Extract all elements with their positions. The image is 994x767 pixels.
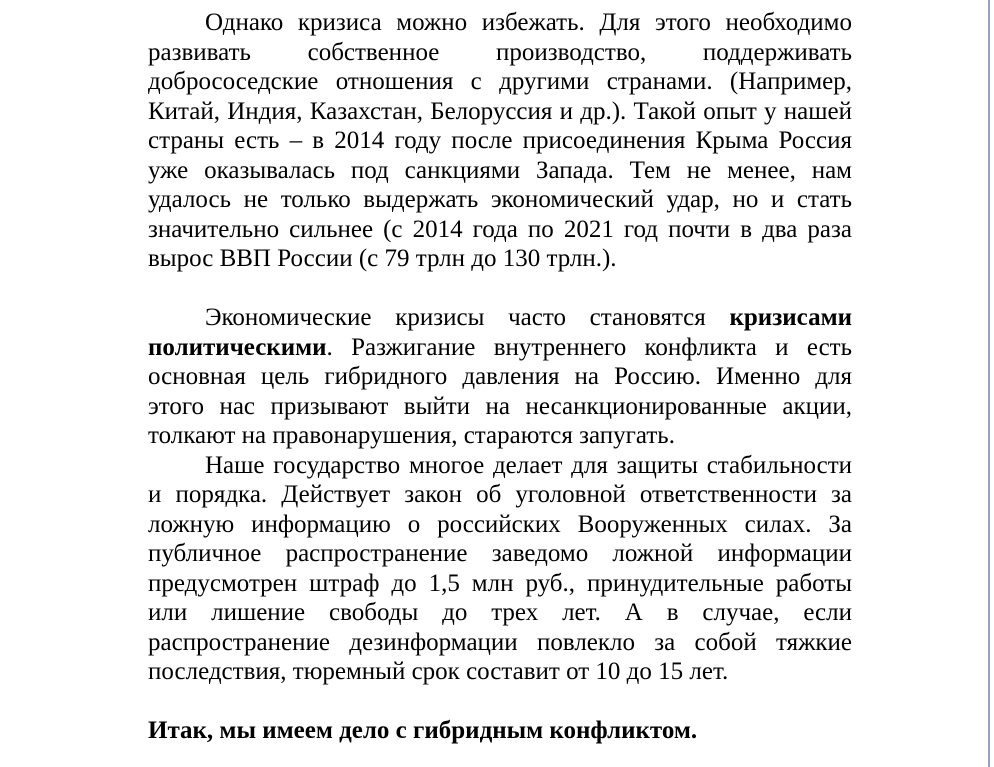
heading-paragraph (148, 716, 852, 746)
document-body (148, 8, 852, 746)
paragraph (148, 451, 852, 687)
text-run: Однако кризиса можно избежать. Для этого необходимо развивать собственное производство, поддерживать добрососедские отношения с другими странами. (Например, Китай, Индия, Казахстан, Белоруссия и др.). Такой опыт у нашей страны есть – в 2014 году после присоединения Крыма Россия уже оказывалась под санкциями Запада. Тем не менее, нам удалось не только выдержать экономический удар, но и стать значительно сильнее (с 2014 года по 2021 год почти в два раза вырос ВВП России (с 79 трлн до 130 трлн.). (148, 9, 852, 272)
bold-text-run: Итак, мы имеем дело с гибридным конфликтом. (148, 717, 698, 744)
empty-line (148, 687, 852, 717)
text-run: Экономические кризисы часто становятся (205, 304, 730, 331)
text-run: Наше государство многое делает для защиты стабильности и порядка. Действует закон об уголовной ответственности за ложную информацию о российских Вооруженных силах. За публичное распространение заведомо ложной информации предусмотрен штраф до 1,5 млн руб., принудительные работы или лишение свободы до трех лет. А в случае, если распространение дезинформации повлекло за собой тяжкие последствия, тюремный срок составит от 10 до 15 лет. (148, 451, 852, 685)
text-run: . Разжигание внутреннего конфликта и есть основная цель гибридного давления на Россию. Именно для этого нас призывают выйти на несанкционированные акции, толкают на правонарушения, стараются запугать. (148, 333, 852, 449)
empty-line (148, 274, 852, 304)
bold-text-run: кризисами политическими (148, 304, 852, 361)
page-right-edge-line (988, 0, 990, 767)
paragraph (148, 8, 852, 274)
paragraph (148, 303, 852, 451)
